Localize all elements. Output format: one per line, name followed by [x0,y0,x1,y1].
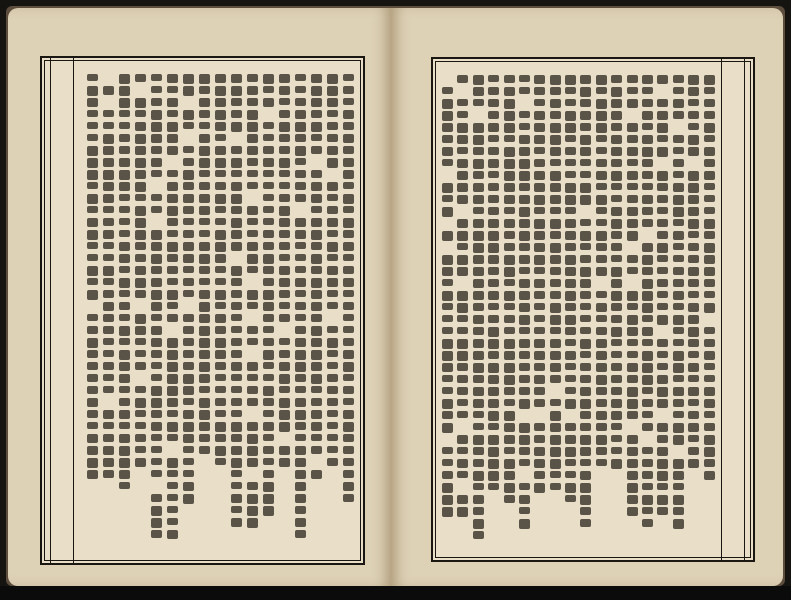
right-text-frame [431,57,755,562]
text-column [326,70,339,551]
text-column [134,70,147,551]
text-column [214,70,227,551]
text-column [166,70,179,551]
text-column [294,70,307,551]
text-column [549,71,561,548]
text-column [342,70,355,551]
right-margin-column [721,59,745,560]
text-column [687,71,699,548]
text-column [656,71,668,548]
left-margin-column [50,58,74,563]
left-text-columns [80,70,355,551]
text-column [533,71,545,548]
text-column [487,71,499,548]
text-column [518,71,530,548]
text-column [198,70,211,551]
text-column [564,71,576,548]
text-column [472,71,484,548]
left-text-frame [40,56,365,565]
text-column [150,70,163,551]
text-column [310,70,323,551]
text-column [102,70,115,551]
text-column [278,70,291,551]
text-column [703,71,715,548]
text-column [626,71,638,548]
left-page [8,8,391,586]
text-column [595,71,607,548]
right-page [391,8,783,586]
text-column [118,70,131,551]
text-column [262,70,275,551]
text-column [182,70,195,551]
text-column [86,70,99,551]
text-column [456,71,468,548]
text-column [672,71,684,548]
text-column [641,71,653,548]
text-column [246,70,259,551]
text-column [441,71,453,548]
text-column [503,71,515,548]
source-caption-bar [0,586,791,600]
text-column [610,71,622,548]
text-column [230,70,243,551]
right-text-columns [441,71,715,548]
text-column [579,71,591,548]
